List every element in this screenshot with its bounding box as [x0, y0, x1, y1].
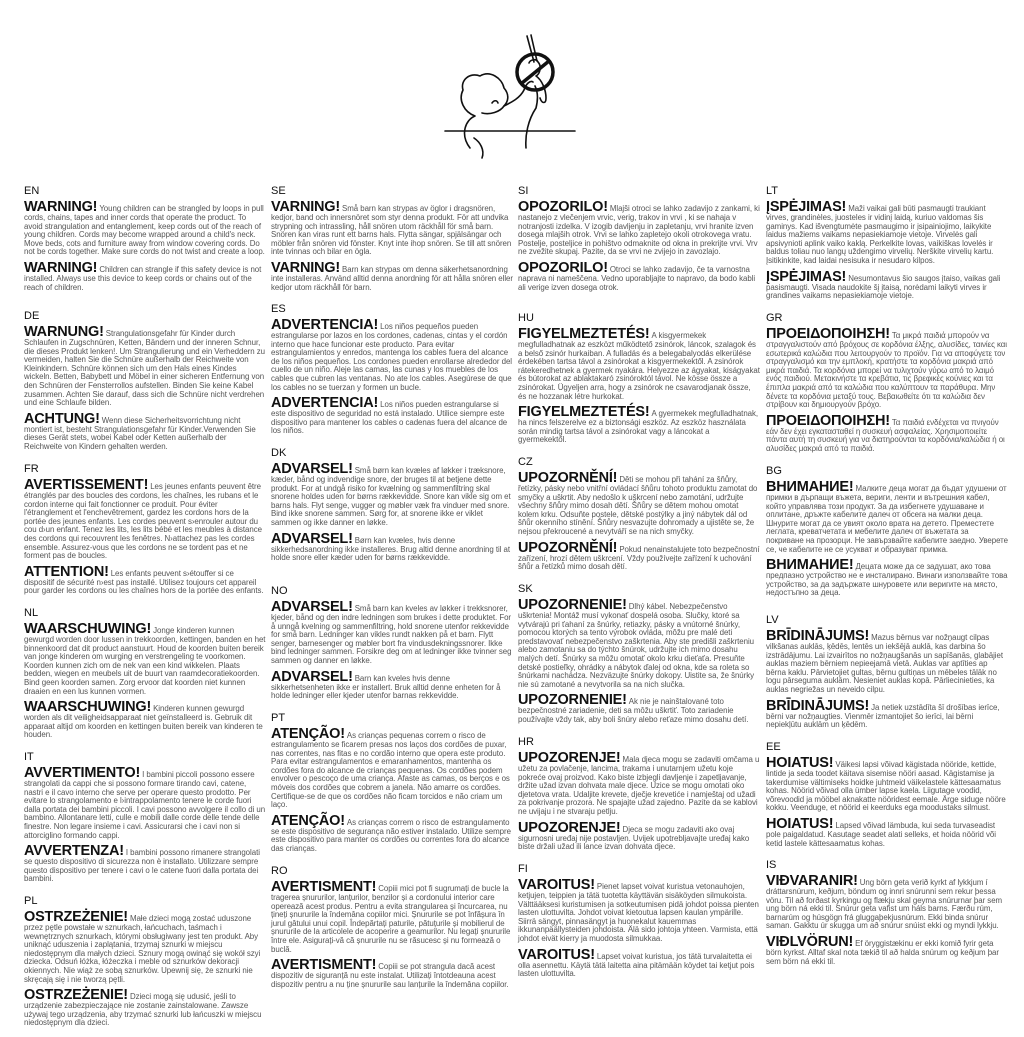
warning-paragraph: [271, 259, 513, 292]
warning-title: AVERTISMENT!: [271, 957, 377, 974]
warning-text: Dlhý kábel. Nebezpečenstvo uškrtenia! Montáž musí vykonať dospelá osoba. Slučky, ktoré sa vytvárajú pri ťahaní za šnúrky, retiazky, pásky a vnútorné šnúrky, pomocou ktorých sa tento výrobok ovláda, môžu pre malé deti predstavovať nebezpečenstvo zaškrtenia. Aby ste predišli zaškrteniu alebo zamotaniu sa do týchto šnúrok, udržujte ich mimo dosahu malých detí. Šnúrky sa môžu omotať okolo krku dieťaťa. Presuňte detské postieľky, ohrádky a nábytok ďalej od okna, kde sa roleta so šnúrkami nachádza. Nezväzujte šnúrky dokopy. Uistite sa, že šnúrky nie sú zamotané a nevytvorila sa na nich slučka.: [518, 602, 755, 689]
warning-title: WARNING!: [24, 259, 98, 276]
language-code: SI: [518, 185, 529, 197]
warning-title: ATENÇÃO!: [271, 726, 345, 742]
warning-title: ADVARSEL!: [271, 599, 353, 615]
warning-section-de: [24, 310, 266, 457]
warning-paragraph: [766, 412, 1008, 454]
warning-title: ĮSPĖJIMAS!: [766, 199, 847, 215]
warning-paragraph: [518, 539, 760, 572]
language-code: SK: [518, 583, 533, 595]
warning-section-fr: [24, 463, 266, 601]
warning-title: BRĪDINĀJUMS!: [766, 697, 870, 714]
warning-paragraph: [766, 559, 1008, 598]
warning-title: AVERTISMENT!: [271, 879, 377, 895]
warning-title: VIÐLVÖRUN!: [766, 933, 854, 950]
warning-paragraph: [24, 701, 266, 740]
warning-text: Jonge kinderen kunnen gewurgd worden door lussen in trekkoorden, kettingen, banden en het binnenkoord dat dit product aanstuurt. Houd de koorden buiten bereik van jonge kinderen om wurging en verstrengeling te voorkomen. Koorden kunnen zich om de nek van een kind wikkelen. Plaats bedden, wiegen en meubels uit de buurt van raamdecoratiekoorden. Bind geen koorden samen. Zorg ervoor dat koorden niet kunnen draaien en een lus kunnen vormen.: [24, 626, 266, 696]
warning-text: Nesumontavus šio saugos įtaiso, vaikas gali pasismaugti. Visada naudokite šį įtaisą, norėdami laikyti virves ir grandines vaikams nepasiekiamoje vietoje.: [766, 273, 1001, 301]
warning-title: ΠΡΟΕΙΔΟΠΟΙΗΣΗ!: [766, 412, 890, 429]
warning-section-bg: [766, 465, 1008, 603]
warning-text: I bambini piccoli possono essere strangolati da cappi che si possono formare tirando cavi, catene, nastri e il cavo interno che serve per operare questo prodotto. Per evitare lo strangolamento e l›intrappolamento tenere le corde fuori dalla portata dei bambini piccoli. I cavi possono avvolgere il collo di un bambino. Allontanare letti, culle e mobili dalle corde delle tende delle finestre. Non legare insieme i cavi. Assicurarsi che i cavi non si attorciglino formando cappi.: [24, 770, 266, 840]
warning-paragraph: [271, 668, 513, 701]
warning-paragraph: [518, 879, 760, 944]
warning-text: Otroci se lahko zadavijo, če ta varnostna naprava ni nameščena. Vedno uporabljajte to napravo, da bodo kabli ali verige izven dosega otrok.: [518, 264, 756, 292]
warning-paragraph: [24, 911, 266, 984]
warning-text: Barn kan kveles hvis denne sikkerhetsenheten ikke er installert. Bruk alltid denne enheten for å holde ledninger eller kjeder utenfor barnas rekkevidde.: [271, 673, 501, 701]
warning-text: Τα μικρά παιδιά μπορούν να στραγγαλιστούν από βρόχους σε κορδόνια έλξης, αλυσίδες, ταινίες και εσωτερικά καλώδια που λειτουργούν το προϊόν. Για να αποφύγετε τον στραγγαλισμό και την εμπλοκή, κρατήστε τα κορδόνια μακριά από μικρά παιδιά. Τα κορδόνια μπορεί να τυλιχτούν γύρω από το λαιμό ενός παιδιού. Μετακινήστε τα κρεβάτια, τις βρεφικές κούνιες και τα έπιπλα μακριά από τα καλώδια που καλύπτουν τα παράθυρα. Μην δένετε τα κορδόνια μεταξύ τους. Βεβαιωθείτε ότι τα καλώδια δεν στρίβουν και δημιουργούν βρόχο.: [766, 331, 1008, 410]
warning-section-pt: [271, 712, 513, 859]
warning-text: Les jeunes enfants peuvent être étranglés par des boucles des cordons, les chaînes, les rubans et le cordon interne qui fait fonctionner ce produit. Pour éviter l'étranglement et l'enchevêtrement, gardez les cordons hors de la portée des jeunes enfants. Les cordes peuvent s›enrouler autour du cou d›un enfant. Tenez les lits, les lits bébé et les meubles à distance des cordons qui recouvrent les fenêtres. N›attachez pas les cordes ensemble. Assurez-vous que les cordons ne se tordent pas et ne forment pas de boucles.: [24, 482, 262, 561]
warning-paragraph: [271, 397, 513, 436]
language-code: LT: [766, 185, 779, 197]
warning-text: Les enfants peuvent s›étouffer si ce dispositif de sécurité n›est pas installé. Utilisez toujours cet appareil pour garder les cordons ou les chaînes hors de la portée des enfants.: [24, 568, 264, 596]
language-code: NO: [271, 585, 288, 597]
warning-section-ee: [766, 741, 1008, 853]
warning-section-lt: [766, 185, 1008, 306]
language-code: DE: [24, 310, 40, 322]
warning-text: Los niños pequeños pueden estrangularse por lazos en los cordones, cadenas, cintas y el cordón interno que hace funcionar este producto. Para evitar estrangulamientos y enredos, mantenga los cables fuera del alcance de los niños pequeños. Los cordones pueden enrollarse alrededor del cuello de un niño. Aleje las camas, las cunas y los muebles de los cables que cubren las ventanas. No ate los cables. Asegúrese de que los cables no se tuerzan y formen un bucle.: [271, 322, 512, 392]
warning-title: UPOZORENJE!: [518, 750, 621, 766]
language-code: IT: [24, 751, 34, 763]
warning-text: As crianças pequenas correm o risco de estrangulamento se ficarem presas nos laços dos cordões de puxar, nas correntes, nas fitas e no cordão interno que opera este produto. Para evitar estrangulamentos e emaranhamentos, mantenha os cordões fora do alcance de crianças pequenas. Os cordões podem envolver o pescoço de uma criança. Afaste as camas, os berços e os móveis dos cordões que cobrem a janela. Não amarre os cordões. Certifique-se de que os cordões não ficam torcidos e não criam um laço.: [271, 731, 510, 810]
warning-paragraph: [766, 328, 1008, 410]
warning-text: Dzieci mogą się udusić, jeśli to urządzenie zabezpieczające nie zostanie zainstalowane. Zawsze używaj tego urządzenia, aby trzymać sznurki lub łańcuszki w miejscu niedostępnym dla dzieci.: [24, 992, 262, 1028]
warning-paragraph: [271, 201, 513, 257]
warning-text: Ung börn geta verið kyrkt af lykkjum í dráttarsnúrum, keðjum, böndum og innri snúrunni sem rekur þessa vöru. Til að forðast kyrkingu og flækju skal geyma snúrurnar þar sem ung börn ná ekki til. Snúrur geta vafist um háls barns. Færðu rúm, barnarúm og húsgögn frá gluggaþekjusnúrum. Ekki binda snúrur saman. Gakktu úr skugga um að snúrur snúist ekki og myndi lykkju.: [766, 878, 1003, 931]
warning-paragraph: [518, 201, 760, 257]
warning-title: WAARSCHUWING!: [24, 699, 152, 716]
warning-title: AVVERTENZA!: [24, 843, 124, 860]
warning-text: Børn kan kvæles, hvis denne sikkerhedsanordning ikke installeres. Brug altid denne anordning til at holde snore eller kæder uden for børns rækkevidde.: [271, 535, 511, 563]
warning-section-no: [271, 585, 513, 706]
warning-paragraph: [766, 268, 1008, 301]
warning-section-hr: [518, 736, 760, 857]
warning-text: Mala djeca mogu se zadaviti omčama u užetu za povlačenje, lancima, trakama i unutarnjem užetu koje pokreće ovaj proizvod. Kako biste izbjegli davljenje i zapetljavanje, držite užad izvan dohvata male djece. Uzice se mogu omotati oko djetetova vrata. Udaljite krevete, dječje krevetiće i namještaj od užadi za pokrivanje prozora. Ne spajajte užad zajedno. Pazite da se kablovi ne uvijaju i ne stvaraju petlju.: [518, 755, 760, 816]
warning-section-fi: [518, 863, 760, 984]
warning-section-en: [24, 185, 266, 297]
warning-paragraph: [24, 767, 266, 840]
warning-title: AVERTISSEMENT!: [24, 477, 149, 493]
warning-title: ВНИМАНИЕ!: [766, 479, 854, 495]
language-code: GR: [766, 312, 783, 324]
warning-title: OSTRZEŻENIE!: [24, 987, 128, 1004]
warning-title: AVVERTIMENTO!: [24, 765, 141, 781]
warning-text: Children can strangle if this safety device is not installed. Always use this device to keep cords or chains out of the reach of children.: [24, 264, 262, 292]
warning-title: UPOZORNĚNÍ!: [518, 539, 618, 556]
warning-section-dk: [271, 447, 513, 568]
warning-paragraph: [24, 845, 266, 884]
warning-text: Pokud nenainstalujete toto bezpečnostní zařízení, hrozí dětem uškrcení. Vždy používejte zařízení k uchování šňůr a řetízků mimo dosah dětí.: [518, 544, 760, 572]
warning-section-es: [271, 303, 513, 441]
language-code: FI: [518, 863, 528, 875]
warning-paragraph: [24, 326, 266, 408]
warning-text: A kisgyermekek megfulladhatnak az eszközt működtető zsinórok, láncok, szalagok és a belső zsinór hurkaiban. A fulladás és a belegabalyodás elkerülése érdekében tartsa távol a zsinórokat a kisgyermekektől. A zsinórok rátekeredhetnek a gyermek nyakára. Helyezze az ágyakat, kiságyakat és bútorokat az ablaktakaró zsinóroktól távol. Ne kösse össze a zsinórokat. Ügyeljen arra, hogy a zsinórok ne csavarodjanak össze, és ne hozzanak létre hurkokat.: [518, 331, 760, 401]
warning-paragraph: [24, 259, 266, 292]
warning-text: Děti se mohou při tahání za šňůry, řetízky, pásky nebo vnitřní ovládací šňůru tohoto produktu zamotat do smyčky a uškrtit. Aby nedošlo k uškrcení nebo zamotání, udržujte všechny šňůry mimo dosah dětí. Šňůry se dětem mohou omotat kolem krku. Odsuňte postele, dětské postýlky a jiný nábytek dál od šňůr okenního stínění. Šňůry nesvazujte dohromady a ujistěte se, že nejsou překroucené a nevytváří se na nich smyčky.: [518, 475, 758, 536]
warning-text: Wenn diese Sicherheitsvorrichtung nicht montiert ist, besteht Strangulationsgefahr für Kinder.Verwenden Sie dieses Gerät stets, wobei Kabel oder Ketten außerhalb der Reichweite von Kindern gehalten werden.: [24, 415, 256, 451]
warning-paragraph: [24, 201, 266, 257]
warning-paragraph: [766, 630, 1008, 695]
warning-title: ADVERTENCIA!: [271, 395, 379, 412]
warning-text: Малките деца могат да бъдат удушени от примки в дърпащи въжета, вериги, ленти и вътрешния кабел, който управлява този продукт. За да избегнете удушаване и оплитане, дръжте кабелите далеч от обсега на малки деца. Шнурите могат да се увият около врата на детето. Преместете леглата, креватчетата и мебелите далеч от въжетата за покриване на прозорци. Не завързвайте кабелите заедно. Уверете се, че кабелите не се усукват и образуват примка.: [766, 484, 1008, 554]
warning-paragraph: [518, 406, 760, 445]
warning-text: Små barn kan strypas av öglor i dragsnören, kedjor, band och innersnöret som styr denna produkt. För att undvika strypning och intrassling, håll snören utom räckhåll för små barn. Snören kan viras runt ett barns hals. Flytta sängar, spjälsängar och möbler från snören vid fönster. Knyt inte ihop snören. Se till att snören inte tvinnas och bilar en ögla.: [271, 204, 512, 257]
language-code: HU: [518, 312, 534, 324]
warning-title: UPOZORNĚNÍ!: [518, 470, 618, 486]
language-code: NL: [24, 607, 39, 619]
warning-paragraph: [766, 481, 1008, 554]
language-code: RO: [271, 865, 288, 877]
warning-title: ADVERTENCIA!: [271, 317, 379, 333]
language-code: FR: [24, 463, 39, 475]
warning-title: ADVARSEL!: [271, 530, 353, 547]
warning-paragraph: [518, 599, 760, 689]
warning-text: Małe dzieci mogą zostać uduszone przez pętle powstałe w sznurkach, łańcuchach, taśmach i wewnętrznych sznurkach, którymi obsługiwany jest ten produkt. Aby uniknąć uduszenia i zaplątania, trzymaj sznurki w miejscu niedostępnym dla małych dzieci. Sznury mogą owinąć się wokół szyi dziecka. Odsuń łóżka, łóżeczka i meble od sznurków dekoracji okiennych. Nie wiąż ze sobą sznurków. Upewnij się, że sznurki nie skręcają się i nie tworzą pętli.: [24, 914, 261, 984]
warning-title: HOIATUS!: [766, 755, 834, 771]
warning-paragraph: [271, 881, 513, 954]
warning-text: Pienet lapset voivat kuristua vetonauhojen, ketjujen, teippien ja tätä tuotetta käyttävän sisäköyden silmukoista. Välttääksesi kuristumisen ja sotkeutumisen pidä johdot poissa pienten lasten ulottuvilta. Johdot voivat kietoutua lapsen kaulan ympärille. Siirrä sängyt, pinnasängyt ja huonekalut kauemmas ikkunanpäällysteiden johdoista. Älä sido johtoja yhteen. Varmista, että johdot eivät kierry ja muodosta silmukkaa.: [518, 882, 759, 943]
warning-title: VAROITUS!: [518, 946, 595, 963]
warning-text: Ef öryggistækinu er ekki komið fyrir geta börn kyrkst. Alltaf skal nota tækið til að halda snúrum og keðjum þar sem börn ná ekki til.: [766, 938, 999, 966]
warning-title: OPOZORILO!: [518, 259, 608, 276]
warning-text: Små børn kan kvæles af løkker i træksnore, kæder, bånd og indvendige snore, der bruges til at betjene dette produkt. For at undgå risiko for kvælning og sammenfiltring skal snorene holdes uden for børns rækkevidde. Snore kan vikle sig om et barns hals. Flyt senge, vugger og møbler væk fra vinduer med snore. Bind ikke snorene sammen. Sørg for, at snorene ikke er viklet sammen og ikke danner en løkke.: [271, 466, 511, 527]
warning-text: Lapset voivat kuristua, jos tätä turvalaitetta ei olla asennettu. Käytä tätä laitetta aina pitämään köydet tai ketjut pois lasten ulottuvilta.: [518, 951, 755, 979]
warning-paragraph: [766, 875, 1008, 931]
language-code: CZ: [518, 456, 533, 468]
warning-text: Barn kan strypas om denna säkerhetsanordning inte installeras. Använd alltid denna anordning för att hålla snören eller kedjor utom räckhåll för barn.: [271, 264, 513, 292]
warning-text: A gyermekek megfulladhatnak, ha nincs felszerelve ez a biztonsági eszköz. Az eszköz használata során mindig tartsa távol a zsinórokat vagy a láncokat a gyermekektől.: [518, 409, 759, 445]
warning-title: ADVARSEL!: [271, 461, 353, 477]
warning-text: Djeca se mogu zadaviti ako ovaj sigurnosni uređaj nije postavljen. Uvijek upotrebljavajte uređaj kako biste držali užad ili lance izvan dohvata djece.: [518, 824, 750, 852]
warning-paragraph: [24, 989, 266, 1028]
warning-section-is: [766, 859, 1008, 971]
warning-text: Τα παιδιά ενδέχεται να πνιγούν εάν δεν έχει εγκατασταθεί η συσκευή ασφαλείας. Χρησιμοποιείτε πάντα αυτή τη συσκευή για να διατηρούνται τα κορδόνια/καλώδια ή οι αλυσίδες μακριά από τα παιδιά.: [766, 417, 1005, 453]
warning-text: Strangulationsgefahr für Kinder durch Schlaufen in Zugschnüren, Ketten, Bändern und der inneren Schnur, die dieses Produkt lenken!. Um Strangulierung und ein Verheddern zu vermeiden, halten Sie die Schnüre außerhalb der Reichweite von Kleinkindern. Schnüre können sich um den Hals eines Kindes wickeln. Betten, Babybett und Möbel in einer sicheren Entfernung von den Schnüren der Fensterrollos aufstellen. Binden Sie keine Kabel zusammen. Achten Sie darauf, dass sich die Schnüre nicht verdrehen und eine Schlaufe bilden.: [24, 329, 265, 408]
language-code: BG: [766, 465, 782, 477]
warning-section-hu: [518, 312, 760, 450]
language-code: ES: [271, 303, 286, 315]
warning-title: FIGYELMEZTETÉS!: [518, 404, 650, 421]
warning-title: VAROITUS!: [518, 877, 595, 893]
warning-paragraph: [271, 812, 513, 854]
warning-section-cz: [518, 456, 760, 577]
language-code: LV: [766, 614, 779, 626]
warning-text: Copiii mici pot fi sugrumați de bucle la tragerea șnururilor, lanțurilor, benzilor și a cordonului interior care operează acest produs. Pentru a evita strangularea și încurcarea, nu țineți șnururile la îndemâna copiilor mici. Șnururile se pot înfășura în jurul gâtului unui copil. Îndepărtați paturile, pătuțurile și mobilierul de șnururile de la articolele de acoperire a geamurilor. Nu legați șnururile între ele. Asigurați-vă că șnururile nu se răsucesc și nu formează o buclă.: [271, 884, 511, 954]
warning-title: WAARSCHUWING!: [24, 621, 152, 637]
warning-text: Små barn kan kveles av løkker i trekksnorer, kjeder, bånd og den indre ledningen som brukes i dette produktet. For å unngå kvelning og sammenfiltring, hold snorene utenfor rekkevidde for små barn. Ledninger kan vikles rundt nakken på et barn. Flytt senger, barnesenger og møbler bort fra vindusdekningssnorer. Ikke bind ledninger sammen. Forsikre deg om at ledninger ikke tvinner seg sammen og danner en løkke.: [271, 604, 512, 665]
warning-title: VARNING!: [271, 259, 341, 276]
warning-paragraph: [24, 479, 266, 561]
warning-text: Väikesi lapsi võivad kägistada nööride, kettide, lintide ja seda toodet käitava sisemise nööri aasad. Kägistamise ja takerdumise vältimiseks hoidke juhtmeid väikelastele kättesaamatus kohas. Nöörid võivad olla ümber lapse kaela. Liigutage voodid, võrevoodid ja mööbel aknakatte nööridest eemale. Ärge siduge nööre kokku. Veenduge, et nöörid ei keerduks ega moodustaks silmust.: [766, 760, 1006, 813]
warning-text: Young children can be strangled by loops in pull cords, chains, tapes and inner cords that operate the product. To avoid strangulation and entanglement, keep cords out of the reach of young children. Cords may become wrapped around a child's neck. Move beds, cots and furniture away from window covering cords. Do not be cords together. Make sure cords do not twist and create a loop.: [24, 204, 265, 257]
warning-text: Mazus bērnus var nožņaugt cilpas vilkšanas auklās, ķēdēs, lentēs un iekšējā auklā, kas darbina šo izstrādājumu. Lai izvairītos no nožņaugšanās un sapīšanās, glabājiet auklas maziem bērniem nepieejamā vietā. Auklas var aptīties ap bērna kaklu. Pārvietojiet gultas, bērnu gultiņas un mēbeles tālāk no logu pārseguma auklām. Nesieniet auklas kopā. Pārliecinieties, ka auklas negriežas un neveido cilpu.: [766, 633, 1003, 694]
warning-title: ĮSPĖJIMAS!: [766, 268, 847, 285]
warning-section-nl: [24, 607, 266, 745]
warning-title: ВНИМАНИЕ!: [766, 557, 854, 574]
warning-paragraph: [271, 319, 513, 392]
warning-section-lv: [766, 614, 1008, 735]
warning-paragraph: [518, 472, 760, 537]
warning-text: Kinderen kunnen gewurgd worden als dit veiligheidsapparaat niet geïnstalleerd is. Gebruik dit apparaat altijd om koorden en kettingen buiten bereik van kinderen te houden.: [24, 704, 263, 740]
warning-paragraph: [518, 694, 760, 724]
warning-section-it: [24, 751, 266, 889]
warning-title: FIGYELMEZTETÉS!: [518, 326, 650, 342]
warning-paragraph: [24, 410, 266, 452]
warning-text: Ja netiek uzstādīta šī drošības ierīce, bērni var nožņaugties. Vienmēr izmantojiet šo ierīci, lai bērni nepiekļūtu auklām un ķēdēm.: [766, 702, 1000, 730]
warning-section-sk: [518, 583, 760, 730]
warning-text: Los niños pueden estrangularse si este dispositivo de seguridad no está instalado. Utilice siempre este dispositivo para mantener los cables o cadenas fuera del alcance de los niños.: [271, 400, 508, 436]
warning-title: ADVARSEL!: [271, 668, 353, 685]
warning-title: WARNING!: [24, 199, 98, 215]
warning-text: Copiii se pot strangula dacă acest dispozitiv de siguranță nu este instalat. Utilizați întotdeauna acest dispozitiv pentru a nu ține șnururile sau lanțurile la îndemâna copiilor.: [271, 962, 509, 989]
warning-title: UPOZORENJE!: [518, 819, 621, 836]
warning-paragraph: [766, 697, 1008, 730]
warning-paragraph: [518, 259, 760, 292]
warning-text: As crianças correm o risco de estrangulamento se este dispositivo de segurança não estiver instalado. Utilize sempre este dispositivo para manter os cordões ou correntes fora do alcance das crianças.: [271, 817, 511, 853]
language-code: DK: [271, 447, 287, 459]
language-code: IS: [766, 859, 777, 871]
warning-paragraph: [518, 946, 760, 979]
warning-section-si: [518, 185, 760, 297]
language-code: EE: [766, 741, 781, 753]
warning-section-pl: [24, 895, 266, 1033]
warning-paragraph: [518, 328, 760, 401]
warning-paragraph: [271, 463, 513, 528]
warning-paragraph: [766, 933, 1008, 966]
language-code: HR: [518, 736, 534, 748]
warning-text: Ak nie je nainštalované toto bezpečnostné zariadenie, deti sa môžu uškrtiť. Toto zariadenie používajte vždy tak, aby boli šnúry alebo reťaze mimo dosahu detí.: [518, 697, 749, 724]
warning-title: ACHTUNG!: [24, 410, 100, 427]
warning-title: OSTRZEŻENIE!: [24, 909, 128, 925]
warning-paragraph: [518, 819, 760, 852]
warning-title: ATTENTION!: [24, 563, 109, 580]
warning-title: UPOZORNENIE!: [518, 692, 627, 709]
warning-paragraph: [271, 601, 513, 666]
warning-paragraph: [766, 815, 1008, 848]
warning-text: Mlajši otroci se lahko zadavijo z zankami, ki nastanejo z vlečenjem vrvic, verig, trakov in vrvi , ki se nahaja v notranjosti izdelka. V izogib davljenju in zapletanju, vrvi hranite izven dosega mlajših otrok. Vrvi se lahko zapletejo okoli otrokovega vratu. Postelje, posteljice in pohištvo odmaknite od okna in prekrijte vrvi. Vrv ne zvežite skupaj. Pazite, da se vrvi ne zvijejo in zavozlajo.: [518, 204, 760, 257]
warning-text: Maži vaikai gali būti pasmaugti traukiant virves, grandinėles, juosteles ir vidinį laidą, kuriuo valdomas šis gaminys. Kad išvengtumėte pasmaugimo ir įsipainiojimo, laikykite laidus mažiems vaikams nepasiekiamoje vietoje. Virvelės gali apsivynioti aplink vaiko kaklą. Perkelkite lovas, vaikiškas lovelės ir baldus toliau nuo langų uždengimo virvelių. Nerškite virvelių kartu. Įsitikinkite, kad laidai nesisuka ir nesudaro kilpos.: [766, 204, 994, 265]
warning-paragraph: [271, 530, 513, 563]
warning-paragraph: [766, 757, 1008, 813]
warning-section-se: [271, 185, 513, 297]
warning-title: WARNUNG!: [24, 324, 104, 340]
warning-title: UPOZORNENIE!: [518, 597, 627, 613]
warning-paragraph: [766, 201, 1008, 266]
warning-title: VARNING!: [271, 199, 341, 215]
warning-text: I bambini possono rimanere strangolati se questo dispositivo di sicurezza non è installato. Utilizzare sempre questo dispositivo per tenere i cavi o le catene fuori dalla portata dei bambini.: [24, 848, 260, 884]
warning-paragraph: [24, 563, 266, 596]
language-code: PL: [24, 895, 38, 907]
warning-text: Lapsed võivad lämbuda, kui seda turvaseadist pole paigaldatud. Kasutage seadet alati selleks, et hoida nöörid või ketid lastele kättesaamatus kohas.: [766, 820, 996, 848]
warning-title: ΠΡΟΕΙΔΟΠΟΙΗΣΗ!: [766, 326, 890, 342]
warning-section-ro: [271, 865, 513, 994]
warning-title: BRĪDINĀJUMS!: [766, 628, 870, 644]
warning-title: VIÐVARANIR!: [766, 873, 858, 889]
warning-title: ATENÇÃO!: [271, 812, 345, 829]
warning-section-gr: [766, 312, 1008, 459]
language-code: PT: [271, 712, 286, 724]
warning-paragraph: [271, 728, 513, 810]
language-code: EN: [24, 185, 40, 197]
language-code: SE: [271, 185, 286, 197]
warning-paragraph: [518, 752, 760, 817]
warning-text: Децата може да се задушат, ако това предпазно устройство не е инсталирано. Винаги използвайте това устройство, за да задържате шнуровете или веригите на място, недостъпно за деца.: [766, 562, 1008, 598]
warning-title: HOIATUS!: [766, 815, 834, 832]
child-pulling-cord-prohibited-icon: [430, 20, 600, 170]
warning-paragraph: [271, 959, 513, 989]
warning-paragraph: [24, 623, 266, 696]
warning-title: OPOZORILO!: [518, 199, 608, 215]
